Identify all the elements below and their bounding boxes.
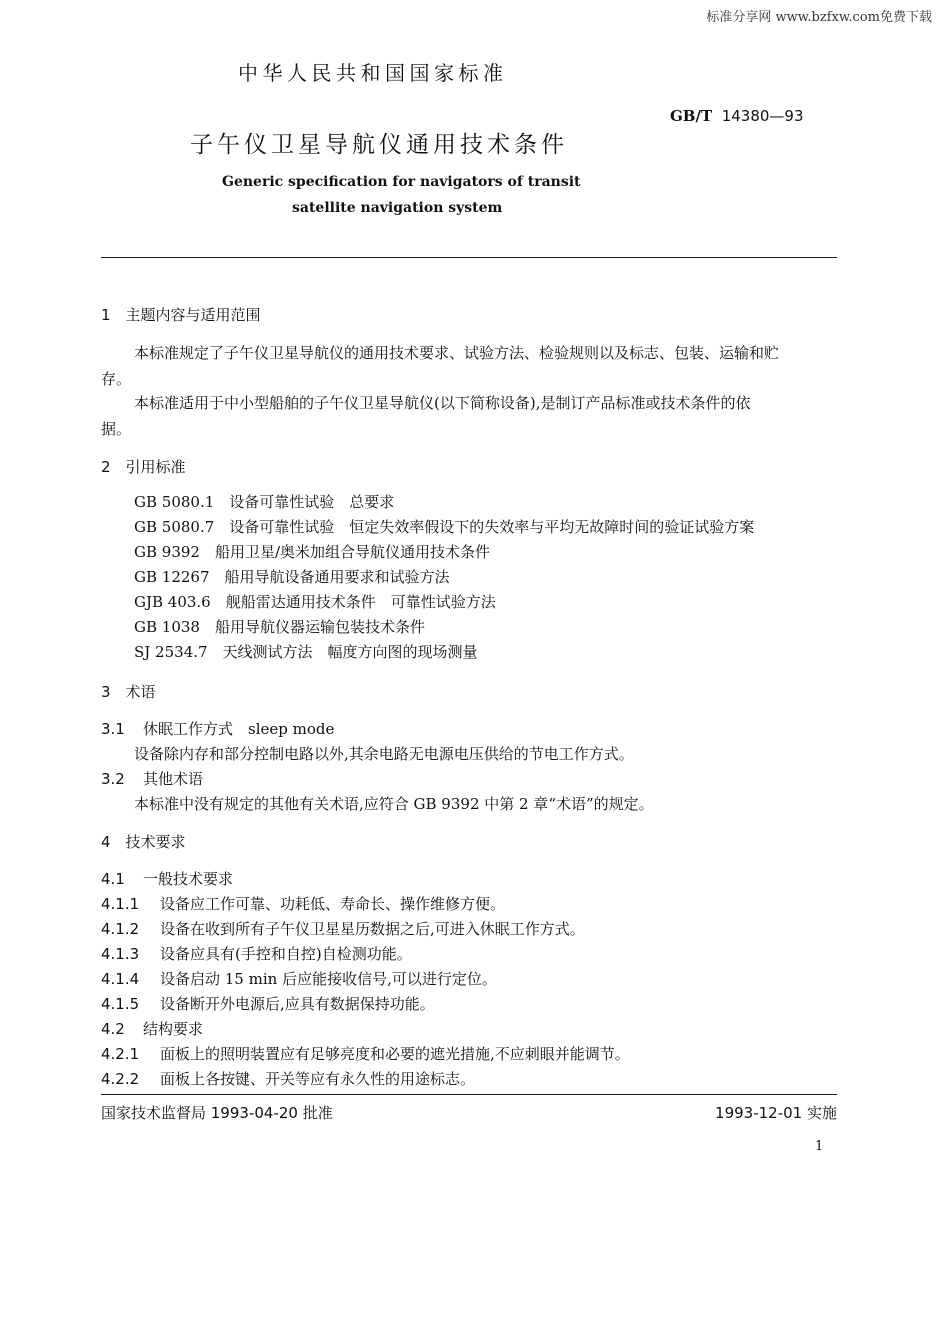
code-prefix: GB/T: [670, 107, 713, 125]
approval-date: 国家技术监督局 1993-04-20 批准: [101, 1104, 333, 1122]
clause-item: [101, 1018, 203, 1039]
effective-date: 1993-12-01 实施: [715, 1104, 837, 1122]
term-3-1: [101, 718, 334, 739]
section-1-para1-line1: 本标准规定了子午仪卫星导航仪的通用技术要求、试验方法、检验规则以及标志、包装、运输和贮: [134, 344, 780, 362]
section-1-para2-line2: 据。: [101, 420, 132, 438]
header-divider: [101, 257, 837, 258]
clause-text: 设备应工作可靠、功耗低、寿命长、操作维修方便。: [160, 895, 506, 913]
standard-code: [670, 107, 804, 125]
reference-item: GB 9392 船用卫星/奥米加组合导航仪通用技术条件: [134, 543, 491, 561]
clause-text: 设备在收到所有子午仪卫星星历数据之后,可进入休眠工作方式。: [160, 920, 585, 938]
term-number: 3.2: [101, 770, 125, 788]
clause-number: 4.2.1: [101, 1045, 140, 1063]
reference-item: GB 1038 船用导航仪器运输包装技术条件: [134, 618, 425, 636]
title-english-line1: Generic specification for navigators of transit: [222, 174, 581, 190]
clause-text: 一般技术要求: [143, 870, 234, 888]
reference-item: GB 5080.1 设备可靠性试验 总要求: [134, 493, 395, 511]
section-2-heading: 2 引用标准: [101, 458, 186, 476]
clause-item: [101, 868, 233, 889]
clause-number: 4.1.5: [101, 995, 140, 1013]
title-english-line2: satellite navigation system: [292, 200, 503, 216]
section-1-heading: 1 主题内容与适用范围: [101, 306, 261, 324]
clause-number: 4.2: [101, 1020, 125, 1038]
clause-item: [101, 893, 505, 914]
reference-item: SJ 2534.7 天线测试方法 幅度方向图的现场测量: [134, 643, 478, 661]
footer-divider: [101, 1094, 837, 1095]
section-1-para1-line2: 存。: [101, 370, 132, 388]
term-3-1-definition: 设备除内存和部分控制电路以外,其余电路无电源电压供给的节电工作方式。: [134, 745, 634, 763]
term-3-2-definition: 本标准中没有规定的其他有关术语,应符合 GB 9392 中第 2 章“术语”的规定。: [134, 795, 654, 813]
section-3-heading: 3 术语: [101, 683, 156, 701]
clause-item: [101, 943, 412, 964]
national-standard-label: 中华人民共和国国家标准: [238, 61, 508, 85]
clause-number: 4.2.2: [101, 1070, 140, 1088]
section-4-heading: 4 技术要求: [101, 833, 186, 851]
section-1-para2-line1: 本标准适用于中小型船舶的子午仪卫星导航仪(以下简称设备),是制订产品标准或技术条件的依: [134, 394, 751, 412]
clause-number: 4.1.3: [101, 945, 140, 963]
clause-text: 结构要求: [143, 1020, 204, 1038]
reference-item: GB 12267 船用导航设备通用要求和试验方法: [134, 568, 450, 586]
clause-item: [101, 993, 435, 1014]
clause-item: [101, 968, 497, 989]
clause-number: 4.1.1: [101, 895, 140, 913]
term-3-2: [101, 768, 203, 789]
code-number: 14380—93: [721, 107, 804, 125]
clause-number: 4.1.4: [101, 970, 140, 988]
clause-item: [101, 1043, 630, 1064]
clause-text: 面板上各按键、开关等应有永久性的用途标志。: [160, 1070, 476, 1088]
clause-item: [101, 1068, 475, 1089]
term-number: 3.1: [101, 720, 125, 738]
clause-text: 设备断开外电源后,应具有数据保持功能。: [160, 995, 435, 1013]
reference-item: GB 5080.7 设备可靠性试验 恒定失效率假设下的失效率与平均无故障时间的验证试验方案: [134, 518, 755, 536]
clause-text: 设备应具有(手控和自控)自检测功能。: [160, 945, 412, 963]
term-title: 休眠工作方式 sleep mode: [143, 720, 335, 738]
reference-item: GJB 403.6 舰船雷达通用技术条件 可靠性试验方法: [134, 593, 496, 611]
term-title: 其他术语: [143, 770, 204, 788]
page-number: 1: [815, 1139, 824, 1154]
clause-text: 面板上的照明装置应有足够亮度和必要的遮光措施,不应刺眼并能调节。: [160, 1045, 630, 1063]
clause-number: 4.1: [101, 870, 125, 888]
watermark: 标准分享网 www.bzfxw.com免费下载: [706, 10, 932, 25]
clause-number: 4.1.2: [101, 920, 140, 938]
clause-item: [101, 918, 585, 939]
clause-text: 设备启动 15 min 后应能接收信号,可以进行定位。: [160, 970, 497, 988]
title-chinese: 子午仪卫星导航仪通用技术条件: [190, 132, 568, 158]
